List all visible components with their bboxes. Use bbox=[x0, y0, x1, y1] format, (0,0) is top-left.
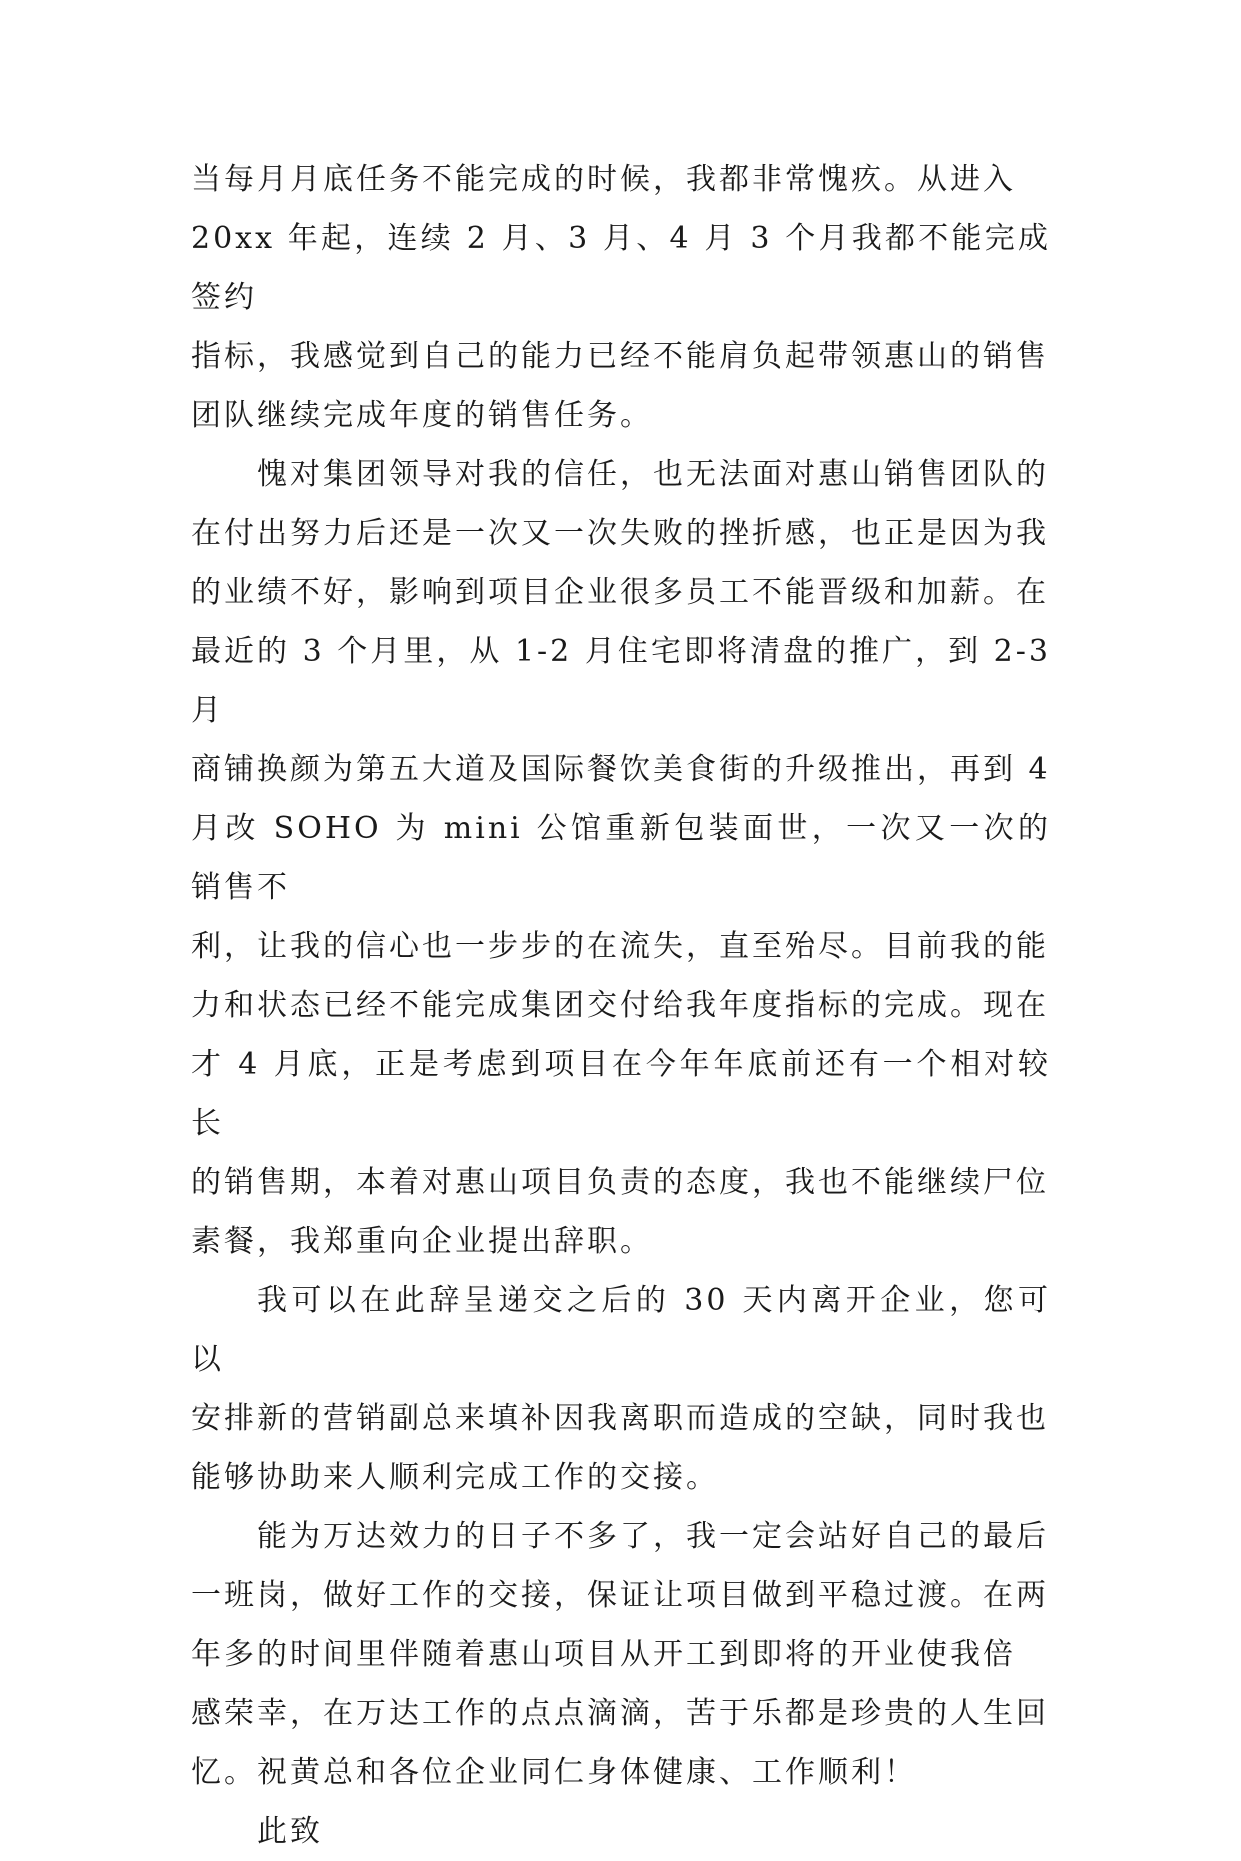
paragraph-1: 当每月月底任务不能完成的时候，我都非常愧疚。从进入 20xx 年起，连续 2 月、3 月、4 月 3 个月我都不能完成签约 指标，我感觉到自己的能力已经不能肩负起带领惠山的销售 团队继续完成年度的销售任务。 bbox=[191, 162, 1051, 433]
closing-salutation: 此致 bbox=[257, 1814, 323, 1849]
document-body bbox=[191, 150, 1051, 1861]
paragraph-3: 我可以在此辞呈递交之后的 30 天内离开企业，您可以 安排新的营销副总来填补因我离职而造成的空缺，同时我也 能够协助来人顺利完成工作的交接。 bbox=[191, 1283, 1051, 1495]
paragraph-4: 能为万达效力的日子不多了，我一定会站好自己的最后 一班岗，做好工作的交接，保证让项目做到平稳过渡。在两 年多的时间里伴随着惠山项目从开工到即将的开业使我倍 感荣幸，在万达工作的点点滴滴，苦于乐都是珍贵的人生回 忆。祝黄总和各位企业同仁身体健康、工作顺利！ bbox=[191, 1519, 1049, 1790]
paragraph-2: 愧对集团领导对我的信任，也无法面对惠山销售团队的 在付出努力后还是一次又一次失败的挫折感，也正是因为我 的业绩不好，影响到项目企业很多员工不能晋级和加薪。在 最近的 3 个月里，从 1-2 月住宅即将清盘的推广，到 2-3 月 商铺换颜为第五大道及国际餐饮美食街的升级推出，再到 4 月改 SOHO 为 mini 公馆重新包装面世，一次又一次的销售不 利，让我的信心也一步步的在流失，直至殆尽。目前我的能 力和状态已经不能完成集团交付给我年度指标的完成。现在 才 4 月底，正是考虑到项目在今年年底前还有一个相对较长 的销售期，本着对惠山项目负责的态度，我也不能继续尸位 素餐，我郑重向企业提出辞职。 bbox=[191, 457, 1051, 1259]
